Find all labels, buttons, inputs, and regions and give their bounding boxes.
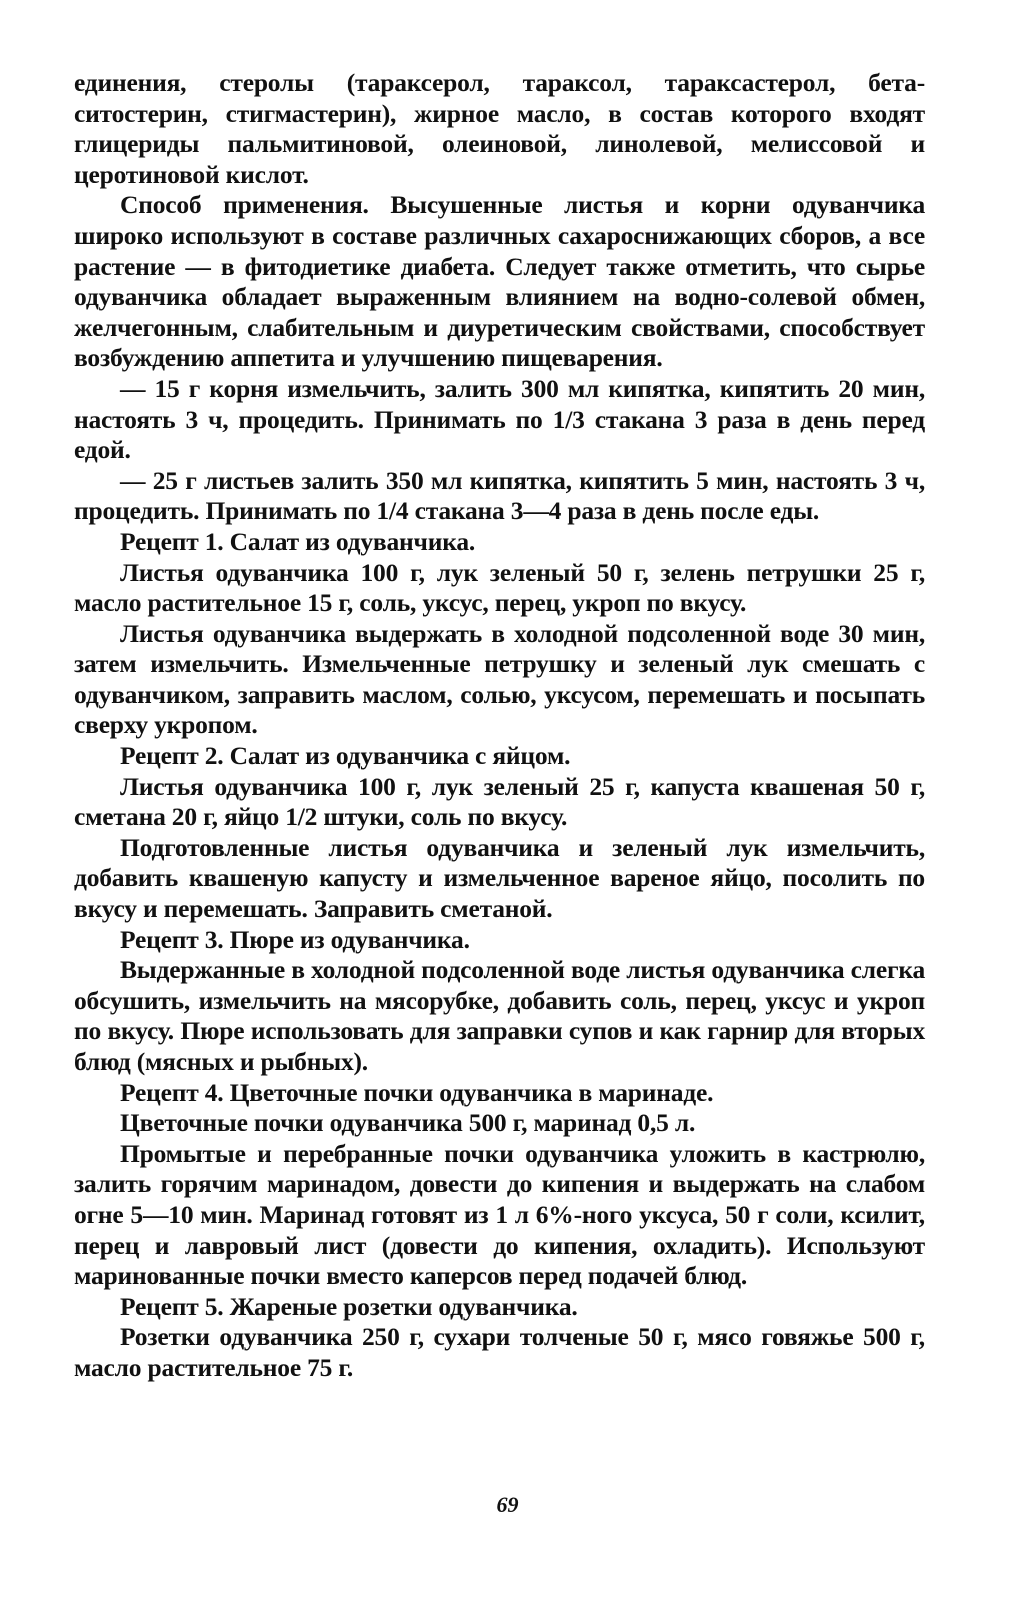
recipe-4-ingredients: Цветочные почки одуванчика 500 г, маринад 0,5 л. [120,1108,696,1138]
paragraph-continuation: единения, стеролы (тараксерол, тараксол, тараксастерол, бета-ситостерин, стигмастерин), жирное масло, в состав которого входят глицериды пальмитиновой, олеиновой, линолевой, мелиссовой и церотиновой кислот. [74,68,925,189]
paragraph-leaf-preparation: — 25 г листьев залить 350 мл кипятка, кипятить 5 мин, настоять 3 ч, процедить. Принимать по 1/4 стакана 3—4 раза в день после еды. [74,465,925,526]
recipe-2-title: Рецепт 2. Салат из одуванчика с яйцом. [120,741,571,771]
recipe-2-method: Подготовленные листья одуванчика и зеленый лук измельчить, добавить квашеную капусту и измельченное вареное яйцо, посолить по вкусу и перемешать. Заправить сметаной. [74,832,925,924]
recipe-4-method: Промытые и перебранные почки одуванчика уложить в кастрюлю, залить горячим маринадом, довести до кипения и выдержать на слабом огне 5—10 мин. Маринад готовят из 1 л 6%-ного уксуса, 50 г соли, ксилит, перец и лавровый лист (довести до кипения, охладить). Используют маринованные почки вместо каперсов перед подачей блюд. [74,1138,925,1291]
recipe-3-title: Рецепт 3. Пюре из одуванчика. [120,924,470,954]
page-number: 69 [496,1492,519,1517]
recipe-5-ingredients: Розетки одуванчика 250 г, сухари толченые 50 г, мясо говяжье 500 г, масло растительное 75 г. [74,1322,925,1382]
recipe-1-method: Листья одуванчика выдержать в холодной подсоленной воде 30 мин, затем измельчить. Измельченные петрушку и зеленый лук смешать с одуванчиком, заправить маслом, солью, уксусом, перемешать и посыпать сверху укропом. [74,618,925,740]
paragraph-root-preparation: — 15 г корня измельчить, залить 300 мл кипятка, кипятить 20 мин, настоять 3 ч, процедить. Принимать по 1/3 стакана 3 раза в день перед едой. [74,373,925,465]
paragraph-usage: Способ применения. Высушенные листья и корни одуванчика широко используют в составе различных сахароснижающих сборов, а все растение — в фитодиетике диабета. Следует также отметить, что сырье одуванчика обладает выраженным влиянием на водно-солевой обмен, желчегонным, слабительным и диуретическим свойствами, способствует возбуждению аппетита и улучшению пищеварения. [74,190,925,373]
recipe-1-ingredients: Листья одуванчика 100 г, лук зеленый 50 г, зелень петрушки 25 г, масло растительное 15 г, соль, уксус, перец, укроп по вкусу. [74,557,925,618]
recipe-1-title: Рецепт 1. Салат из одуванчика. [120,526,476,556]
recipe-5-title: Рецепт 5. Жареные розетки одуванчика. [120,1291,578,1321]
recipe-3-method: Выдержанные в холодной подсоленной воде листья одуванчика слегка обсушить, измельчить на мясорубке, добавить соль, перец, уксус и укроп по вкусу. Пюре использовать для заправки супов и как гарнир для вторых блюд (мясных и рыбных). [74,955,925,1076]
body-text [74,68,925,1384]
recipe-4-title: Рецепт 4. Цветочные почки одуванчика в маринаде. [120,1077,714,1107]
recipe-2-ingredients: Листья одуванчика 100 г, лук зеленый 25 г, капуста квашеная 50 г, сметана 20 г, яйцо 1/2 штуки, соль по вкусу. [74,771,925,832]
